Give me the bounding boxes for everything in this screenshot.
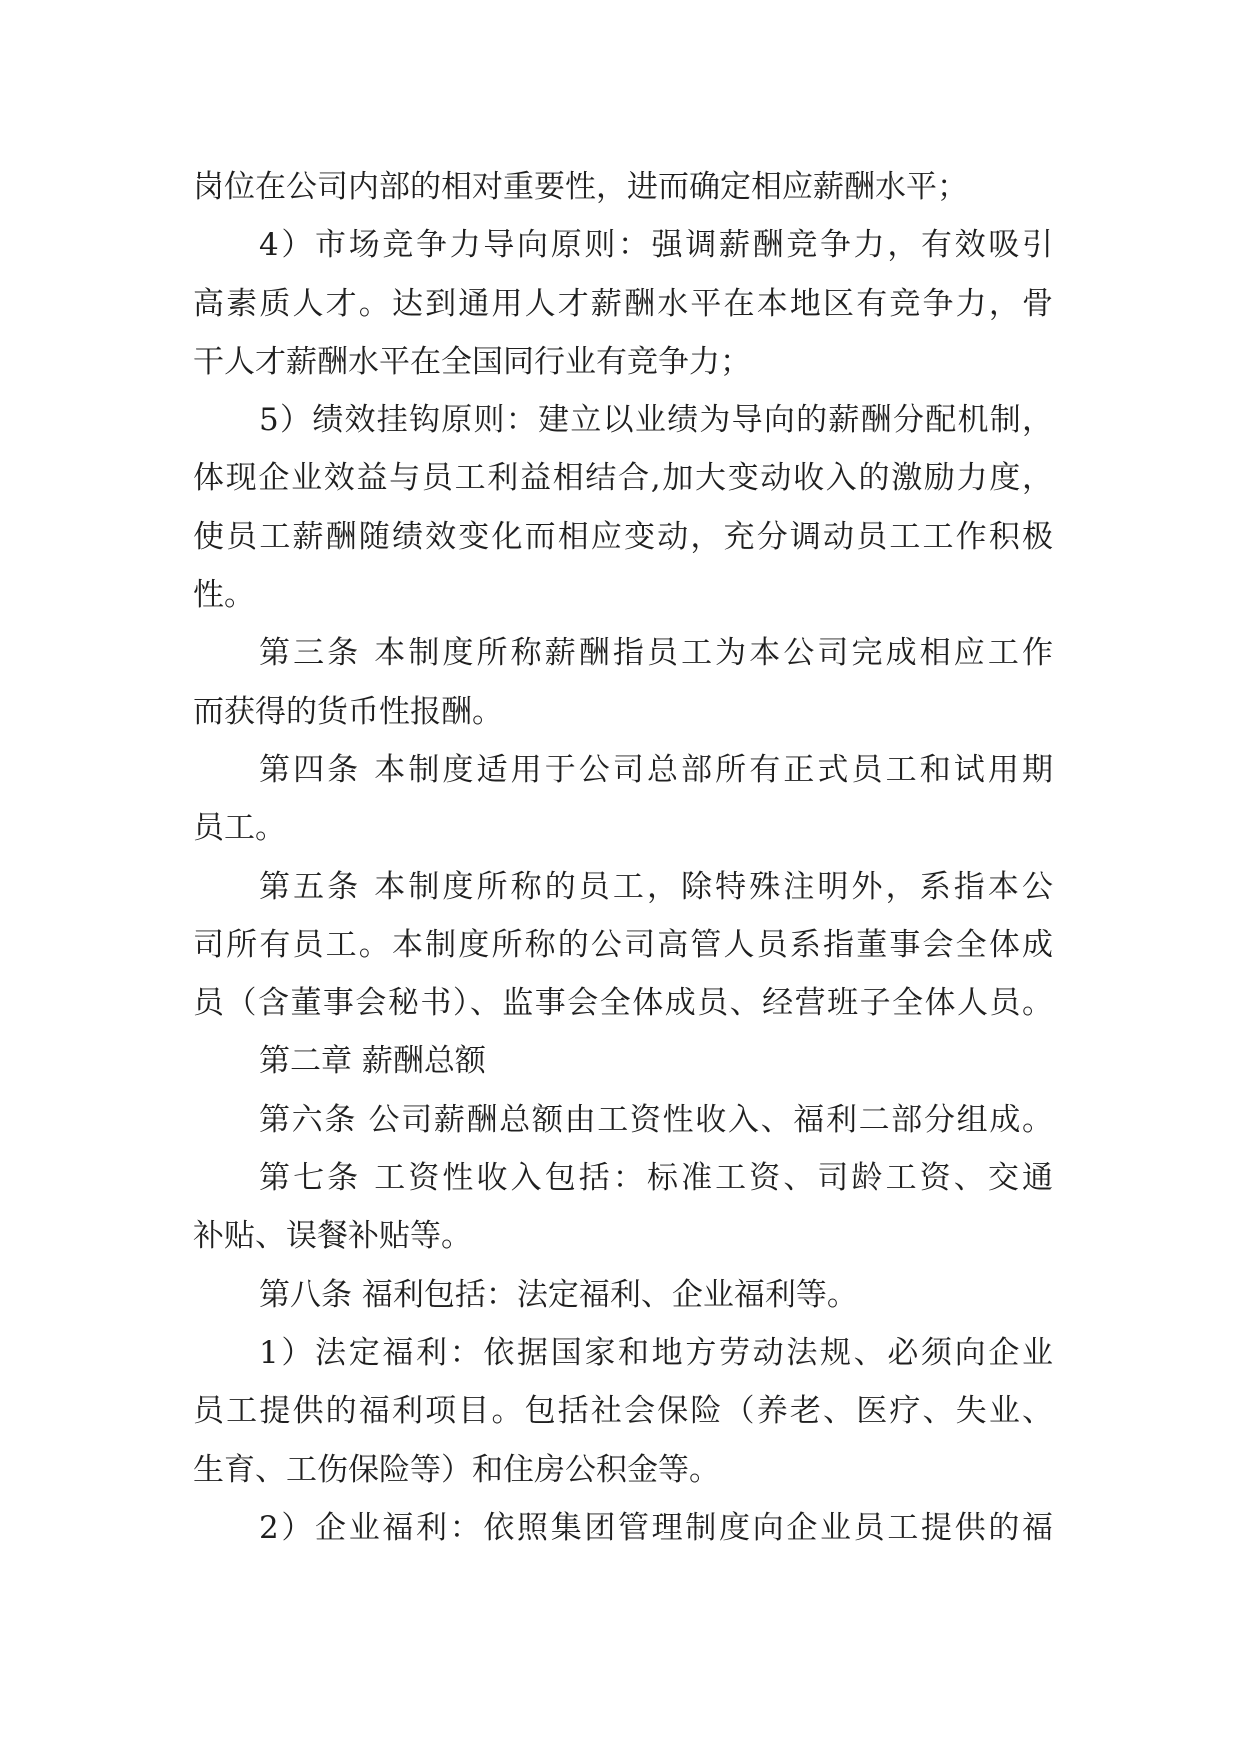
chapter-heading: 第二章 薪酬总额 — [259, 1043, 486, 1080]
article-line: 第五条 本制度所称的员工，除特殊注明外，系指本公 — [259, 868, 1053, 905]
text-line: 干人才薪酬水平在全国同行业有竞争力； — [193, 343, 751, 380]
text-line: 5）绩效挂钩原则：建立以业绩为导向的薪酬分配机制， — [259, 402, 1053, 439]
text-line: 4）市场竞争力导向原则：强调薪酬竞争力，有效吸引 — [259, 227, 1053, 264]
text-line: 员工。 — [193, 810, 286, 847]
text-line: 司所有员工。本制度所称的公司高管人员系指董事会全体成 — [193, 926, 1053, 963]
text-line: 高素质人才。达到通用人才薪酬水平在本地区有竞争力，骨 — [193, 285, 1053, 322]
text-line: 2）企业福利：依照集团管理制度向企业员工提供的福 — [259, 1509, 1053, 1546]
article-line: 第四条 本制度适用于公司总部所有正式员工和试用期 — [259, 751, 1053, 788]
text-line: 补贴、误餐补贴等。 — [193, 1218, 472, 1255]
text-line: 员（含董事会秘书）、监事会全体成员、经营班子全体人员。 — [193, 985, 1053, 1022]
text-line: 体现企业效益与员工利益相结合,加大变动收入的激励力度， — [193, 460, 1053, 497]
article-line: 第三条 本制度所称薪酬指员工为本公司完成相应工作 — [259, 635, 1053, 672]
text-line: 生育、工伤保险等）和住房公积金等。 — [193, 1451, 720, 1488]
text-line: 1）法定福利：依据国家和地方劳动法规、必须向企业 — [259, 1334, 1053, 1371]
text-line: 而获得的货币性报酬。 — [193, 693, 503, 730]
article-line: 第六条 公司薪酬总额由工资性收入、福利二部分组成。 — [259, 1101, 1053, 1138]
text-line: 员工提供的福利项目。包括社会保险（养老、医疗、失业、 — [193, 1393, 1053, 1430]
text-line: 性。 — [193, 577, 255, 614]
article-line: 第八条 福利包括：法定福利、企业福利等。 — [259, 1276, 858, 1313]
article-line: 第七条 工资性收入包括：标准工资、司龄工资、交通 — [259, 1160, 1053, 1197]
document-body — [193, 158, 1053, 1557]
text-line: 使员工薪酬随绩效变化而相应变动，充分调动员工工作积极 — [193, 518, 1053, 555]
text-line: 岗位在公司内部的相对重要性，进而确定相应薪酬水平； — [193, 169, 968, 205]
